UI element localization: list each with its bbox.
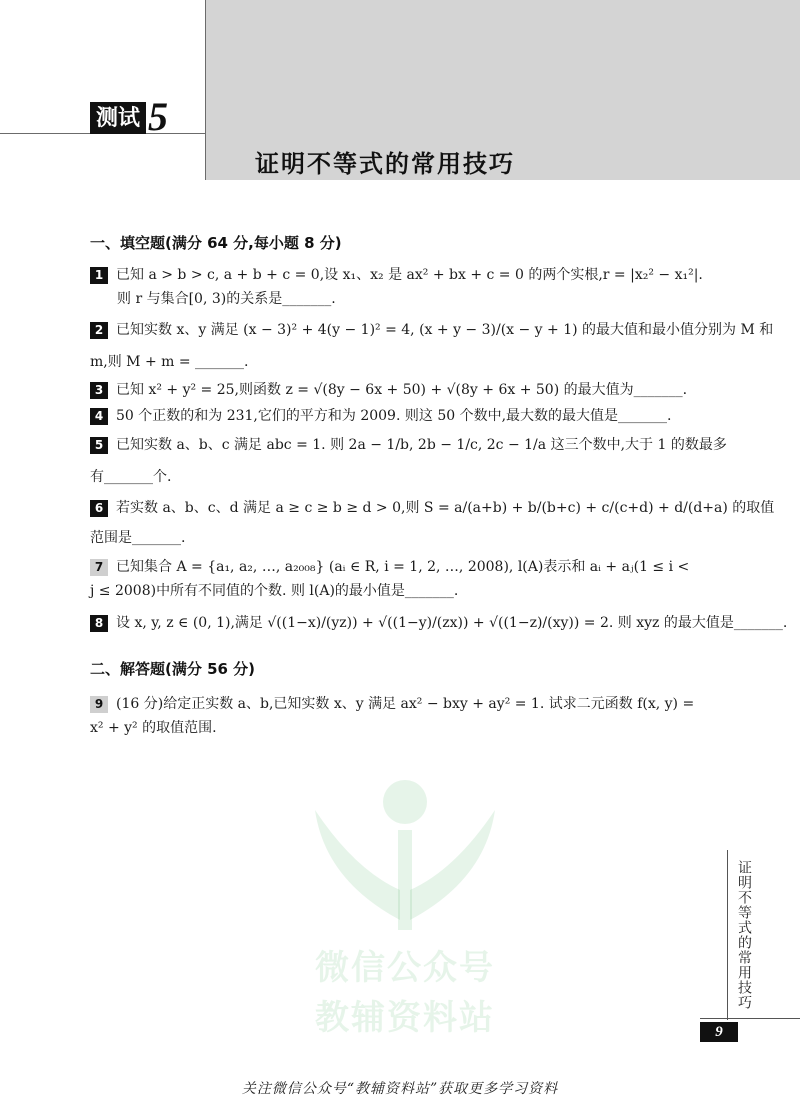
question-8 <box>90 611 788 635</box>
question-number: 8 <box>90 615 108 632</box>
question-3 <box>90 378 715 402</box>
watermark-line-1: 微信公众号 <box>315 948 495 988</box>
section-title-fill-blank: 一、填空题(满分 64 分,每小题 8 分) <box>90 234 342 252</box>
question-number: 9 <box>90 696 108 713</box>
page-number: 9 <box>700 1022 738 1042</box>
question-text: (16 分)给定正实数 a、b,已知实数 x、y 满足 ax² − bxy + ay² = 1. 试求二元函数 f(x, y) = <box>116 696 695 712</box>
question-text: 有_______个. <box>90 469 172 485</box>
question-1 <box>90 263 715 311</box>
question-number: 3 <box>90 382 108 399</box>
question-number: 6 <box>90 500 108 517</box>
page-number-rule <box>700 1018 800 1019</box>
side-tab-title: 证明不等式的常用技巧 <box>736 860 752 1010</box>
question-4 <box>90 404 715 428</box>
test-label <box>90 94 169 139</box>
question-7 <box>90 555 715 603</box>
question-text: x² + y² 的取值范围. <box>90 720 217 736</box>
test-label-box: 测试 <box>90 102 146 134</box>
side-tab-divider <box>727 850 728 1020</box>
question-text: 已知集合 A = {a₁, a₂, …, a₂₀₀₈} (aᵢ ∈ R, i = 1, 2, …, 2008), l(A)表示和 aᵢ + aⱼ(1 ≤ i < <box>116 559 690 575</box>
question-text: j ≤ 2008)中所有不同值的个数. 则 l(A)的最小值是_______. <box>90 583 459 599</box>
question-number: 7 <box>90 559 108 576</box>
question-text: 50 个正数的和为 231,它们的平方和为 2009. 则这 50 个数中,最大数的最大值是_______. <box>116 408 672 424</box>
question-number: 4 <box>90 408 108 425</box>
question-text: 已知实数 x、y 满足 (x − 3)² + 4(y − 1)² = 4, (x + y − 3)/(x − y + 1) 的最大值和最小值分别为 M 和 <box>116 322 774 338</box>
question-6 <box>90 496 775 550</box>
chapter-title: 证明不等式的常用技巧 <box>255 150 515 178</box>
question-text: 已知实数 a、b、c 满足 abc = 1. 则 2a − 1/b, 2b − 1/c, 2c − 1/a 这三个数中,大于 1 的数最多 <box>116 437 727 453</box>
question-text: 范围是_______. <box>90 530 186 546</box>
question-number: 5 <box>90 437 108 454</box>
question-text: m,则 M + m = _______. <box>90 354 249 370</box>
question-9 <box>90 692 715 740</box>
question-number: 1 <box>90 267 108 284</box>
watermark-line-2: 教辅资料站 <box>315 998 495 1038</box>
question-text: 则 r 与集合[0, 3)的关系是_______. <box>117 291 336 307</box>
question-text: 设 x, y, z ∈ (0, 1),满足 √((1−x)/(yz)) + √((1−y)/(zx)) + √((1−z)/(xy)) = 2. 则 xyz 的最大值是_______. <box>116 615 788 631</box>
header-divider-vertical <box>205 0 206 180</box>
question-number: 2 <box>90 322 108 339</box>
section-title-answer: 二、解答题(满分 56 分) <box>90 660 256 678</box>
footer-note: 关注微信公众号“教辅资料站”获取更多学习资料 <box>241 1081 559 1097</box>
test-number: 5 <box>148 94 169 139</box>
question-text: 已知 x² + y² = 25,则函数 z = √(8y − 6x + 50) + √(8y + 6x + 50) 的最大值为_______. <box>116 382 688 398</box>
question-2 <box>90 318 774 374</box>
question-text: 已知 a > b > c, a + b + c = 0,设 x₁、x₂ 是 ax² + bx + c = 0 的两个实根,r = |x₂² − x₁²|. <box>116 267 703 283</box>
question-5 <box>90 433 727 489</box>
question-text: 若实数 a、b、c、d 满足 a ≥ c ≥ b ≥ d > 0,则 S = a/(a+b) + b/(b+c) + c/(c+d) + d/(d+a) 的取值 <box>116 500 775 516</box>
